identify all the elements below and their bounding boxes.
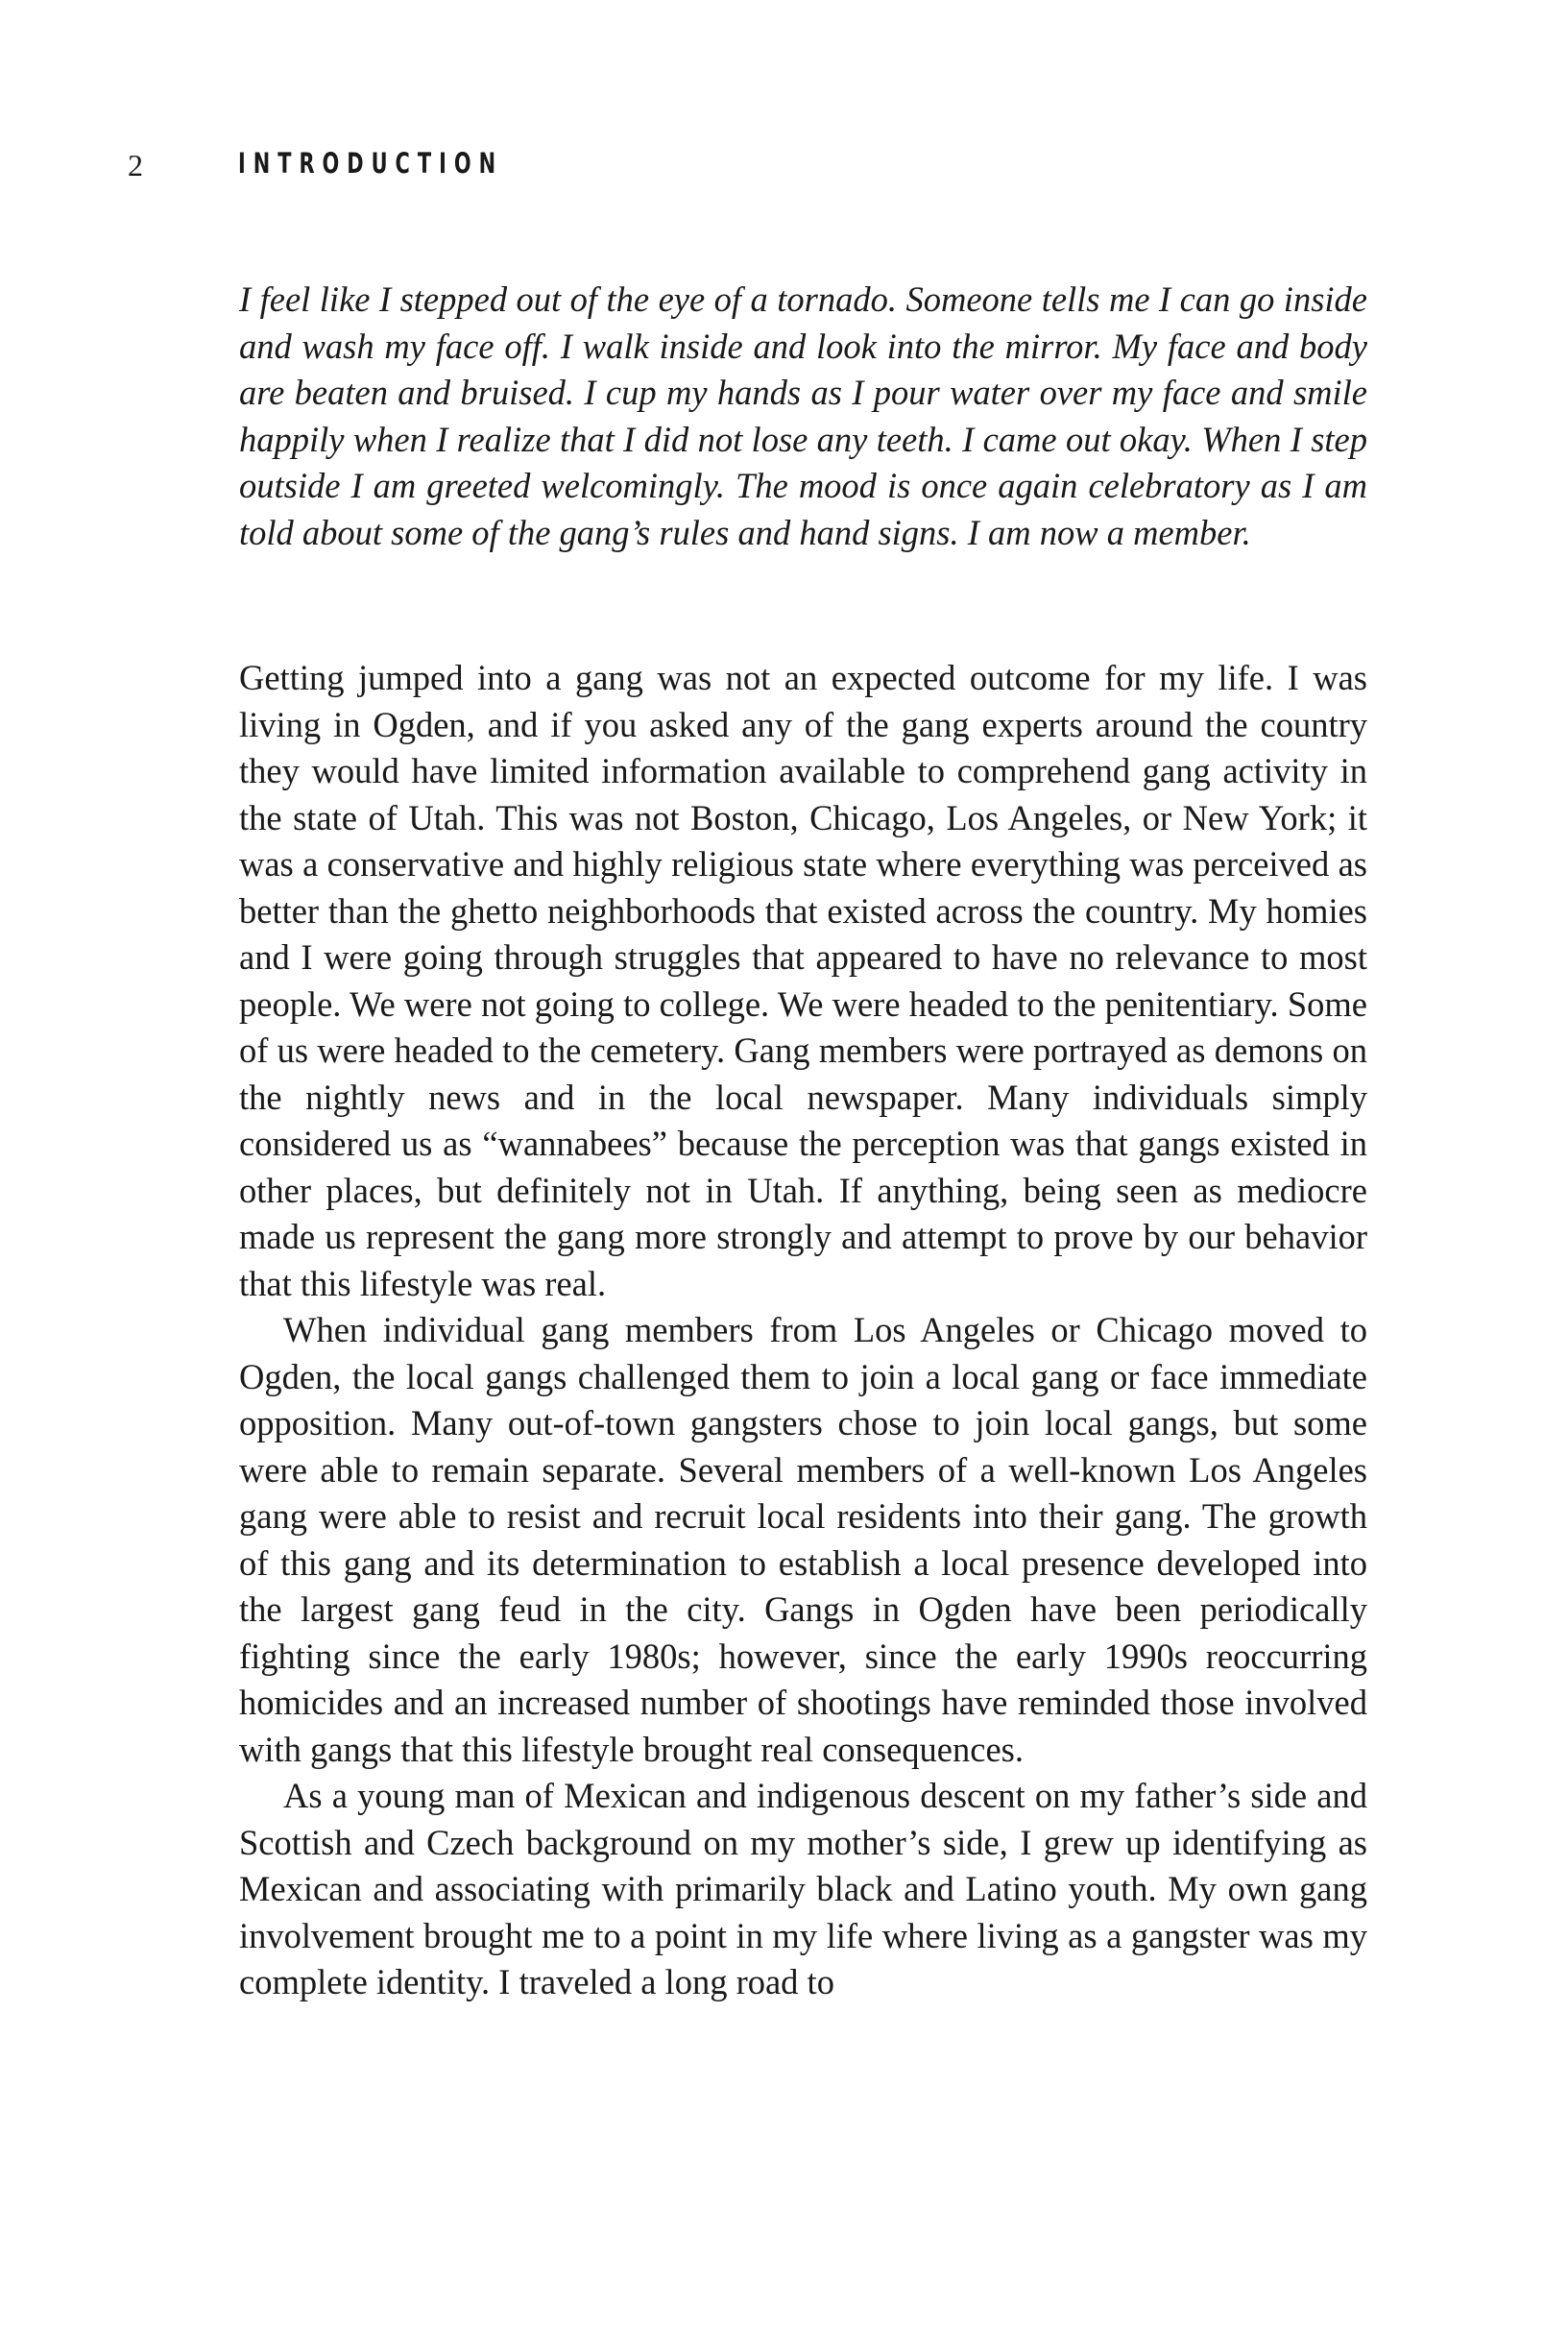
- epigraph: [239, 277, 1367, 556]
- body-text: [239, 655, 1367, 2006]
- running-head: INTRODUCTION: [238, 147, 504, 180]
- paragraph-3: As a young man of Mexican and indigenous descent on my father’s side and Scottish and Czech background on my mother’s side, I grew up identifying as Mexican and associating with primarily black and Latino youth. My own gang involvement brought me to a point in my life where living as a gangster was my complete identity. I traveled a long road to: [239, 1776, 1367, 2001]
- paragraph-2: When individual gang members from Los Angeles or Chicago moved to Ogden, the local gangs challenged them to join a local gang or face immediate opposition. Many out-of-town gangsters chose to join local gangs, but some were able to remain separate. Several members of a well-known Los Angeles gang were able to resist and recruit local residents into their gang. The growth of this gang and its determination to establish a local presence developed into the largest gang feud in the city. Gangs in Ogden have been periodically fighting since the early 1980s; however, since the early 1990s reoccurring homicides and an increased number of shootings have reminded those involved with gangs that this lifestyle brought real consequences.: [239, 1310, 1367, 1769]
- page-number: 2: [128, 148, 143, 182]
- paragraph-1: Getting jumped into a gang was not an expected outcome for my life. I was living in Ogden, and if you asked any of the gang experts around the country they would have limited information available to comprehend gang activity in the state of Utah. This was not Boston, Chicago, Los Angeles, or New York; it was a conservative and highly religious state where everything was perceived as better than the ghetto neighborhoods that existed across the country. My homies and I were going through struggles that appeared to have no relevance to most people. We were not going to college. We were headed to the penitentiary. Some of us were headed to the cemetery. Gang members were portrayed as demons on the nightly news and in the local newspaper. Many individuals simply considered us as “wannabees” because the perception was that gangs existed in other places, but definitely not in Utah. If anything, being seen as mediocre made us represent the gang more strongly and attempt to prove by our behavior that this lifestyle was real.: [239, 658, 1367, 1303]
- epigraph-paragraph: I feel like I stepped out of the eye of a tornado. Someone tells me I can go inside and wash my face off. I walk inside and look into the mirror. My face and body are beaten and bruised. I cup my hands as I pour water over my face and smile happily when I realize that I did not lose any teeth. I came out okay. When I step outside I am greeted welcomingly. The mood is once again celebratory as I am told about some of the gang’s rules and hand signs. I am now a member.: [239, 279, 1367, 552]
